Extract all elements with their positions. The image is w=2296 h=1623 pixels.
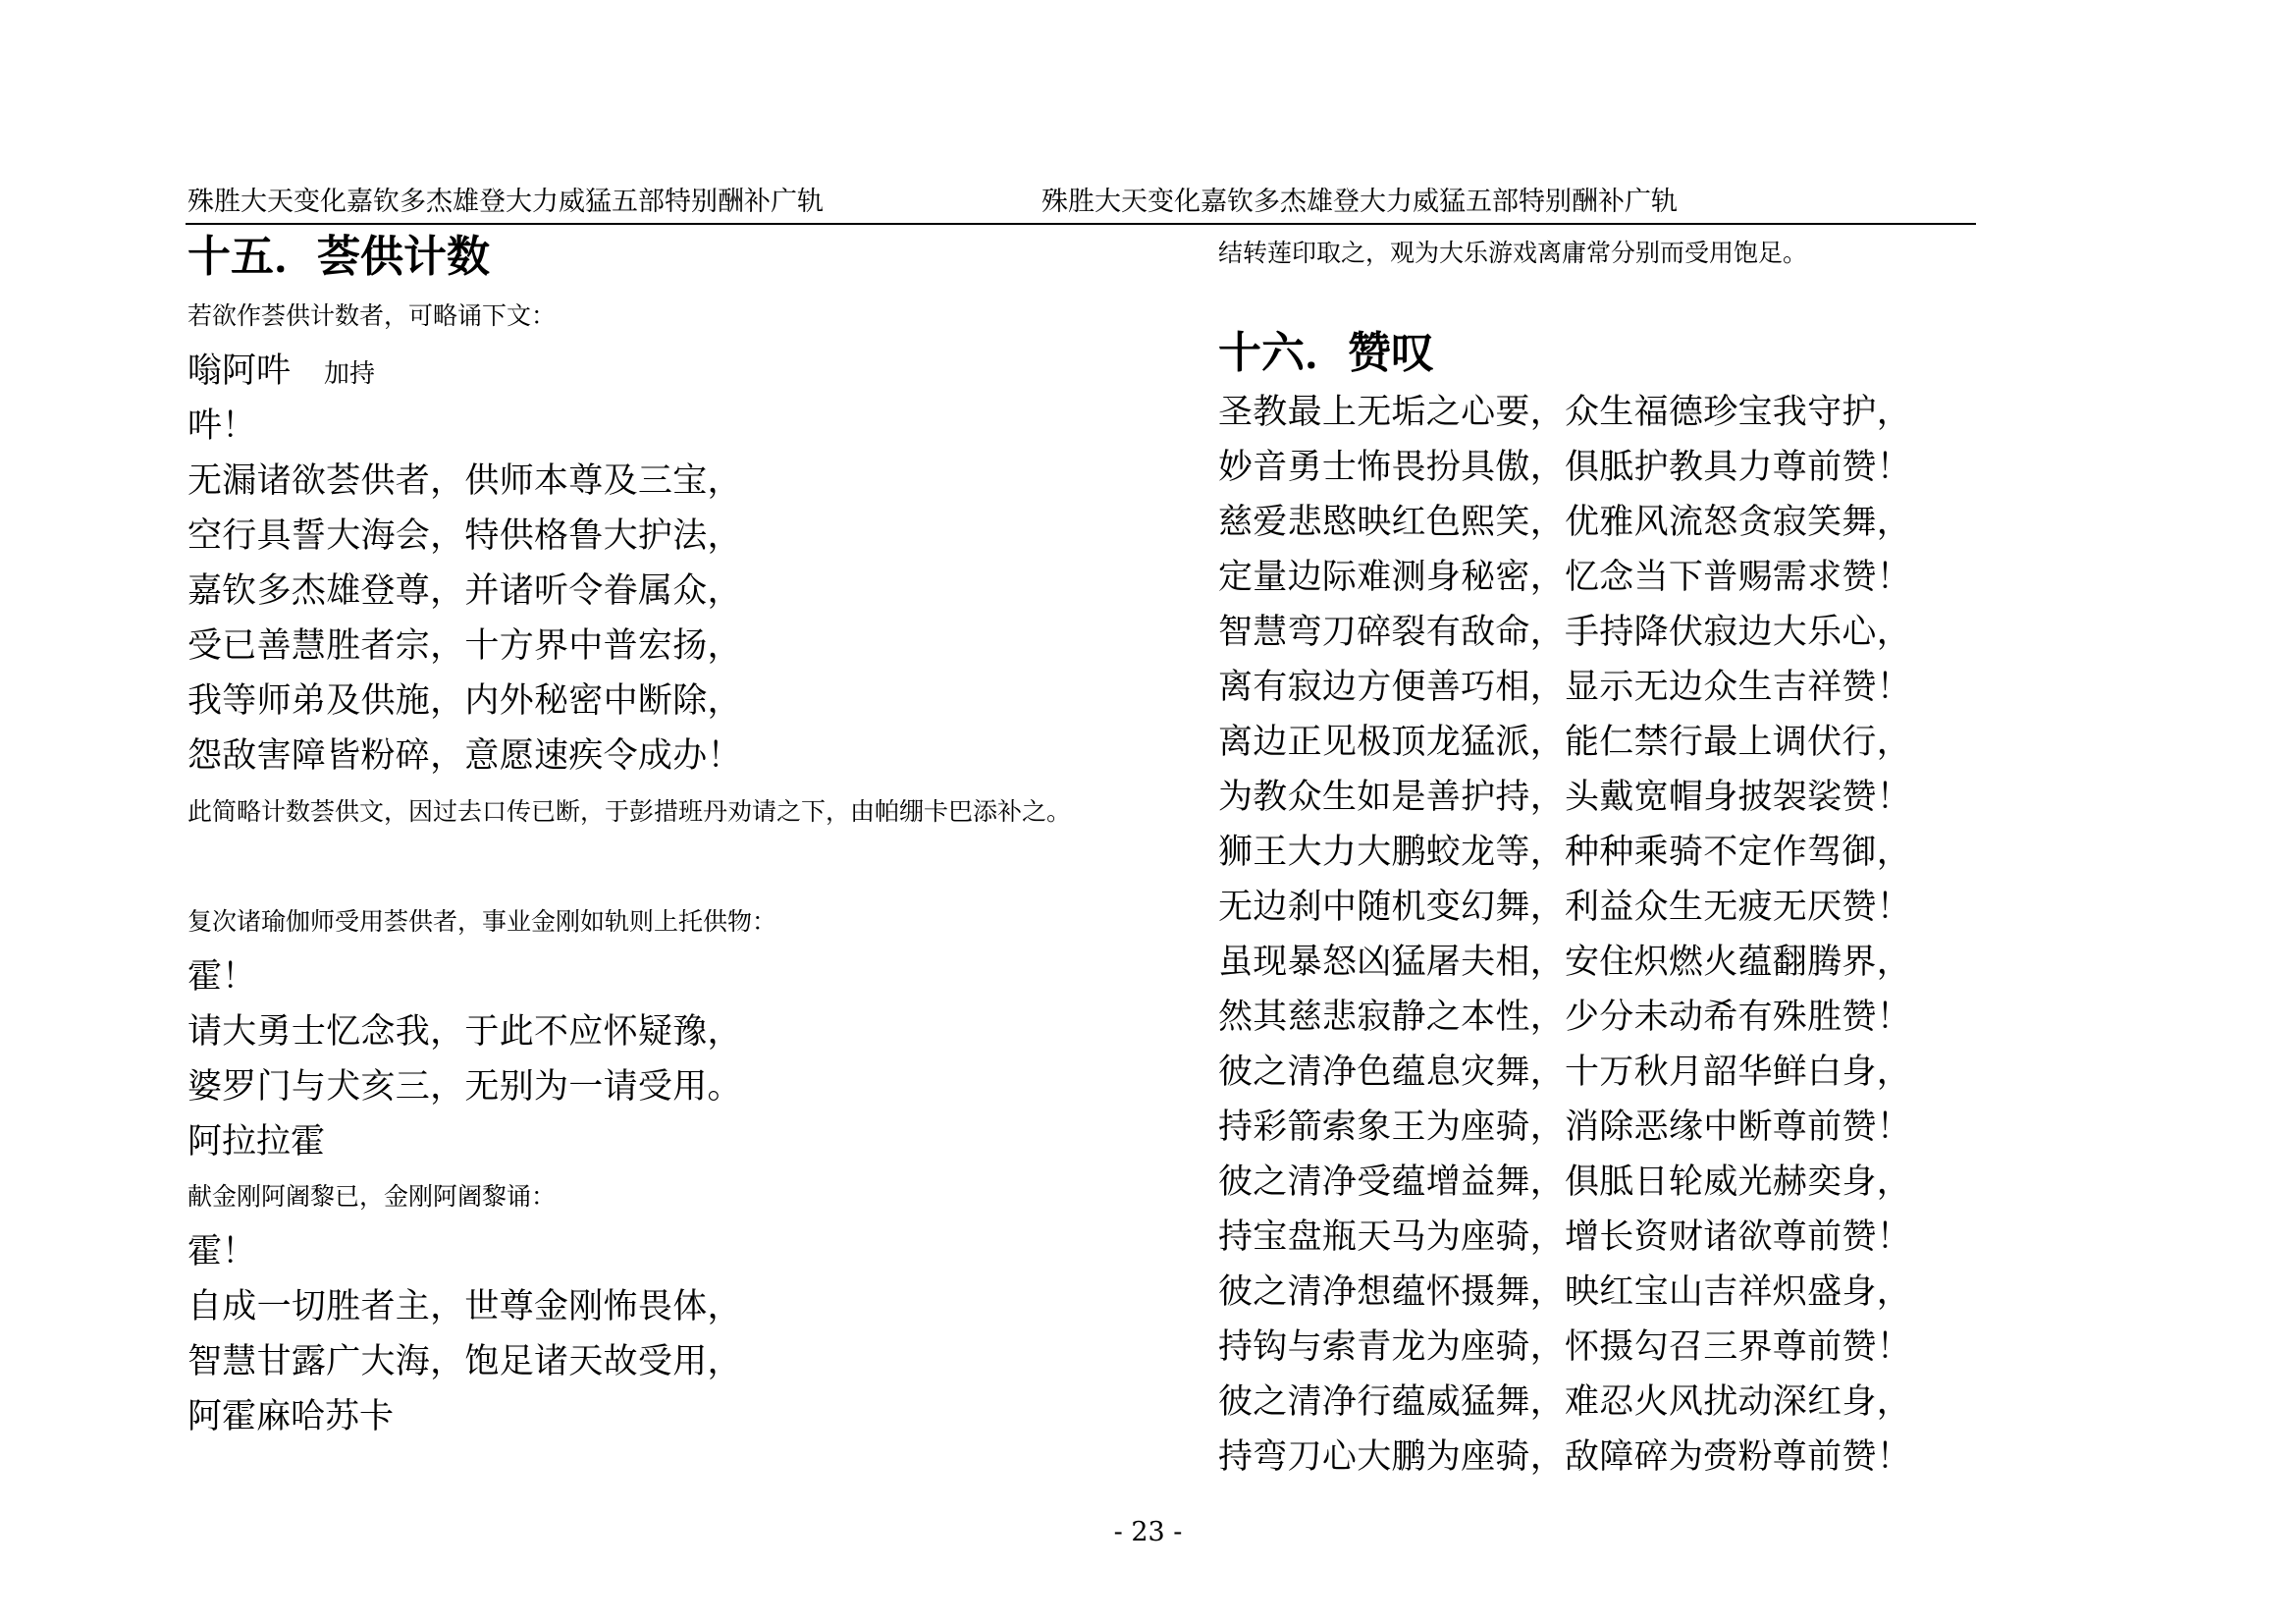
colophon-note: 此简略计数荟供文，因过去口传已断，于彭措班丹劝请之下，由帕绷卡巴添补之。	[187, 797, 1072, 826]
page-number: - 23 -	[1113, 1517, 1183, 1547]
praise-line: 彼之清净行蕴威猛舞，难忍火风扰动深红身，	[1218, 1382, 1912, 1422]
verse-line: 婆罗门与犬亥三，无别为一请受用。	[187, 1067, 742, 1107]
right-column	[1218, 226, 1984, 1485]
verse-line: 自成一切胜者主，世尊金刚怖畏体，	[187, 1287, 742, 1326]
header-rule	[186, 223, 1976, 225]
verse-line: 无漏诸欲荟供者，供师本尊及三宝，	[187, 461, 742, 501]
praise-line: 彼之清净想蕴怀摄舞，映红宝山吉祥炽盛身，	[1218, 1272, 1912, 1312]
praise-line: 持彩箭索象王为座骑，消除恶缘中断尊前赞！	[1218, 1108, 1912, 1147]
running-header-right: 殊胜大天变化嘉钦多杰雄登大力威猛五部特别酬补广轨	[1041, 187, 1678, 217]
ho-line: 霍！	[187, 957, 257, 997]
praise-line: 离边正见极顶龙猛派，能仁禁行最上调伏行，	[1218, 723, 1912, 762]
continuation-text: 结转莲印取之，观为大乐游戏离庸常分别而受用饱足。	[1218, 239, 1808, 267]
left-column	[187, 226, 1130, 1444]
verse-line: 怨敌害障皆粉碎，意愿速疾令成办！	[187, 736, 742, 776]
praise-line: 然其慈悲寂静之本性，少分未动希有殊胜赞！	[1218, 998, 1912, 1037]
mantra-line	[187, 344, 1130, 399]
praise-line: 慈爱悲愍映红色熙笑，优雅风流怒贪寂笑舞，	[1218, 503, 1912, 542]
praise-line: 彼之清净受蕴增益舞，俱胝日轮威光赫奕身，	[1218, 1163, 1912, 1202]
praise-line: 持宝盘瓶天马为座骑，增长资财诸欲尊前赞！	[1218, 1217, 1912, 1257]
praise-line: 智慧弯刀碎裂有敌命，手持降伏寂边大乐心，	[1218, 613, 1912, 652]
mantra-line: 阿拉拉霍	[187, 1122, 326, 1162]
mantra-om-ah-hum: 嗡阿吽	[187, 352, 292, 391]
praise-line: 无边刹中随机变幻舞，利益众生无疲无厌赞！	[1218, 888, 1912, 927]
verse-line: 受已善慧胜者宗，十方界中普宏扬，	[187, 626, 742, 666]
mantra-line: 阿霍麻哈苏卡	[187, 1397, 395, 1436]
praise-line: 圣教最上无垢之心要，众生福德珍宝我守护，	[1218, 393, 1912, 432]
praise-line: 持弯刀心大鹏为座骑，敌障碎为赍粉尊前赞！	[1218, 1437, 1912, 1477]
verse-line: 空行具誓大海会，特供格鲁大护法，	[187, 516, 742, 556]
hum-line: 吽！	[187, 406, 257, 446]
verse-line: 请大勇士忆念我，于此不应怀疑豫，	[187, 1012, 742, 1052]
ho-line: 霍！	[187, 1232, 257, 1271]
praise-line: 持钩与索青龙为座骑，怀摄勾召三界尊前赞！	[1218, 1327, 1912, 1367]
running-header-left: 殊胜大天变化嘉钦多杰雄登大力威猛五部特别酬补广轨	[187, 187, 824, 217]
praise-line: 为教众生如是善护持，头戴宽帽身披袈裟赞！	[1218, 778, 1912, 817]
praise-line: 虽现暴怒凶猛屠夫相，安住炽燃火蕴翻腾界，	[1218, 943, 1912, 982]
verse-line: 嘉钦多杰雄登尊，并诸听令眷属众，	[187, 571, 742, 611]
section-15-title: 十五．荟供计数	[187, 232, 490, 282]
verse-line: 智慧甘露广大海，饱足诸天故受用，	[187, 1342, 742, 1381]
praise-line: 妙音勇士怖畏扮具傲，俱胝护教具力尊前赞！	[1218, 448, 1912, 487]
praise-line: 定量边际难测身秘密，忆念当下普赐需求赞！	[1218, 558, 1912, 597]
acarya-note: 献金刚阿阇黎已，金刚阿阇黎诵：	[187, 1182, 557, 1211]
spacer	[187, 839, 1130, 894]
praise-line: 离有寂边方便善巧相，显示无边众生吉祥赞！	[1218, 668, 1912, 707]
praise-line: 彼之清净色蕴息灾舞，十万秋月韶华鲜白身，	[1218, 1053, 1912, 1092]
mantra-note: 加持	[324, 359, 376, 389]
praise-line: 狮王大力大鹏蛟龙等，种种乘骑不定作驾御，	[1218, 833, 1912, 872]
verse-line: 我等师弟及供施，内外秘密中断除，	[187, 681, 742, 721]
spacer	[1218, 281, 1984, 322]
yogi-intro: 复次诸瑜伽师受用荟供者，事业金刚如轨则上托供物：	[187, 907, 777, 936]
section-16-title: 十六．赞叹	[1218, 328, 1434, 378]
tsog-intro: 若欲作荟供计数者，可略诵下文：	[187, 301, 557, 330]
